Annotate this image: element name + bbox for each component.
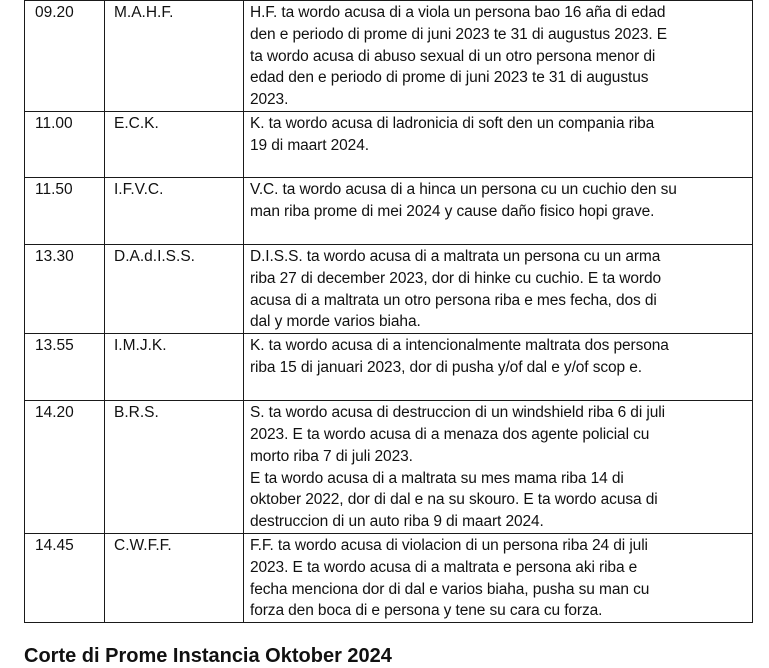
table-row — [25, 401, 753, 534]
defendant-initials: D.A.d.I.S.S. — [105, 244, 244, 333]
section-heading: Corte di Prome Instancia Oktober 2024 — [24, 645, 392, 667]
defendant-initials: E.C.K. — [105, 111, 244, 177]
hearing-schedule-table — [24, 0, 753, 623]
charge-description: K. ta wordo acusa di a intencionalmente maltrata dos persona riba 15 di januari 2023, dor di pusha y/of dal e y/of scop e. — [244, 334, 753, 401]
charge-description: V.C. ta wordo acusa di a hinca un persona cu un cuchio den su man riba prome di mei 2024 y cause daño fisico hopi grave. — [244, 177, 753, 244]
hearing-time: 11.00 — [25, 111, 105, 177]
charge-description: F.F. ta wordo acusa di violacion di un persona riba 24 di juli 2023. E ta wordo acusa di a maltrata e persona aki riba e fecha menciona dor di dal e varios biaha, pusha su man cu forza den boca di e persona y tene su cara cu forza. — [244, 533, 753, 622]
defendant-initials: B.R.S. — [105, 401, 244, 534]
table-row — [25, 1, 753, 112]
hearing-time: 09.20 — [25, 1, 105, 112]
hearing-time: 13.55 — [25, 334, 105, 401]
hearing-time: 11.50 — [25, 177, 105, 244]
table-row — [25, 334, 753, 401]
table-row — [25, 177, 753, 244]
defendant-initials: C.W.F.F. — [105, 533, 244, 622]
charge-description: S. ta wordo acusa di destruccion di un windshield riba 6 di juli 2023. E ta wordo acusa di a menaza dos agente policial cu morto riba 7 di juli 2023. E ta wordo acusa di a maltrata su mes mama riba 14 di oktober 2022, dor di dal e na su skouro. E ta wordo acusa di destruccion di un auto riba 9 di maart 2024. — [244, 401, 753, 534]
defendant-initials: I.F.V.C. — [105, 177, 244, 244]
hearing-time: 13.30 — [25, 244, 105, 333]
table-row — [25, 111, 753, 177]
charge-description: D.I.S.S. ta wordo acusa di a maltrata un persona cu un arma riba 27 di december 2023, dor di hinke cu cuchio. E ta wordo acusa di a maltrata un otro persona riba e mes fecha, dos di dal y morde varios biaha. — [244, 244, 753, 333]
table-row — [25, 244, 753, 333]
hearing-time: 14.45 — [25, 533, 105, 622]
charge-description: K. ta wordo acusa di ladronicia di soft den un compania riba 19 di maart 2024. — [244, 111, 753, 177]
defendant-initials: M.A.H.F. — [105, 1, 244, 112]
defendant-initials: I.M.J.K. — [105, 334, 244, 401]
charge-description: H.F. ta wordo acusa di a viola un persona bao 16 aña di edad den e periodo di prome di juni 2023 te 31 di augustus 2023. E ta wordo acusa di abuso sexual di un otro persona menor di edad den e periodo di prome di juni 2023 te 31 di augustus 2023. — [244, 1, 753, 112]
hearing-time: 14.20 — [25, 401, 105, 534]
table-row — [25, 533, 753, 622]
